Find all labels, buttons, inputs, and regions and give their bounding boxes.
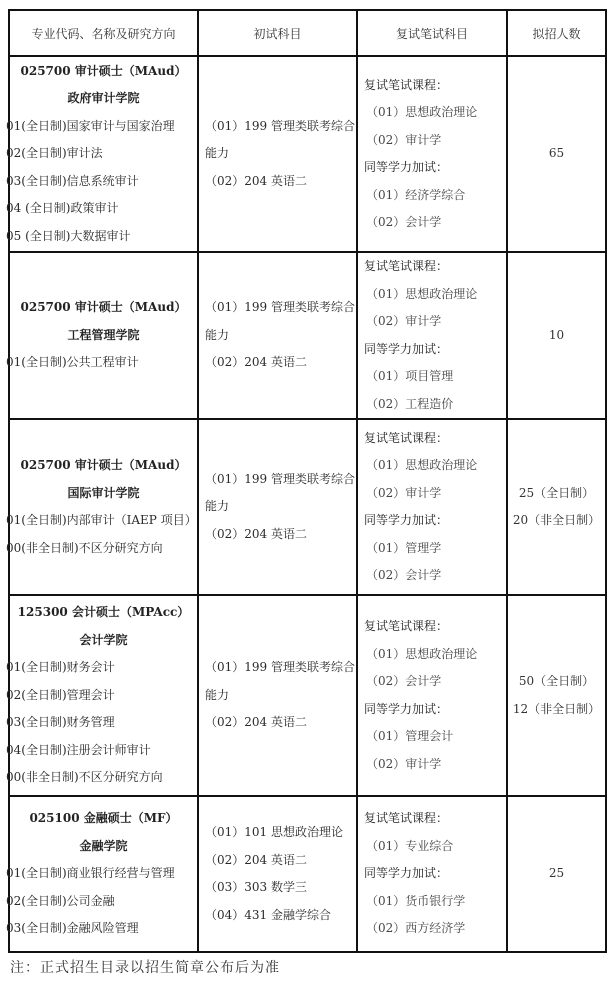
research-direction: 04(全日制)注册会计师审计: [6, 742, 151, 757]
research-direction: 01(全日制)商业银行经营与管理: [6, 866, 175, 881]
research-direction: 03(全日制)财务管理: [6, 715, 115, 730]
quota-value: 65: [548, 146, 565, 161]
retest-courses-label: 复试笔试课程：: [364, 259, 449, 273]
equivalent-exam-course: （02）工程造价: [366, 396, 454, 411]
retest-courses-label: 复试笔试课程：: [364, 430, 449, 445]
retest-course: （01）思想政治理论: [366, 646, 478, 661]
initial-exam-subject: （01）199 管理类联考综合: [205, 471, 355, 486]
initial-exam-subject: （03）303 数学三: [205, 880, 307, 894]
equivalent-exam-label: 同等学力加试：: [364, 341, 449, 356]
major-name: 025700 审计硕士（MAud）: [20, 63, 187, 78]
enrollment-catalog-table: [8, 9, 607, 953]
initial-exam-subject: （04）431 金融学综合: [205, 907, 331, 922]
research-direction: 00(非全日制)不区分研究方向: [6, 770, 163, 785]
equivalent-exam-course: （02）审计学: [366, 756, 442, 771]
initial-exam-cell: [198, 252, 357, 419]
retest-exam-cell: [357, 796, 507, 952]
equivalent-exam-label: 同等学力加试：: [364, 701, 449, 716]
header-quota: 拟招人数: [507, 10, 606, 56]
research-direction: 05 (全日制)大数据审计: [6, 228, 131, 243]
quota-cell: [507, 419, 606, 595]
quota-cell: [507, 595, 606, 796]
footnote: 注：正式招生目录以招生简章公布后为准: [10, 960, 280, 976]
header-initial-exam: 初试科目: [198, 10, 357, 56]
quota-value: 25（全日制）: [518, 485, 595, 500]
research-direction: 01(全日制)财务会计: [6, 660, 115, 675]
table-header-row: [9, 10, 606, 56]
school-name: 金融学院: [79, 838, 128, 853]
equivalent-exam-label: 同等学力加试：: [364, 513, 449, 527]
quota-value: 20（非全日制）: [512, 513, 601, 527]
retest-course: （01）思想政治理论: [366, 105, 478, 119]
initial-exam-subject: （02）204 英语二: [205, 715, 307, 730]
research-direction: 02(全日制)管理会计: [6, 687, 115, 702]
quota-value: 50（全日制）: [518, 674, 595, 688]
major-cell: [6, 419, 198, 595]
retest-course: （02）审计学: [366, 485, 442, 500]
retest-exam-cell: [357, 595, 507, 796]
major-cell: [6, 595, 198, 796]
table-row: [9, 595, 606, 796]
research-direction: 03(全日制)金融风险管理: [6, 921, 139, 936]
equivalent-exam-course: （01）管理学: [366, 540, 442, 555]
quota-value: 25: [548, 866, 565, 881]
initial-exam-subject: （02）204 英语二: [205, 173, 307, 188]
retest-exam-cell: [357, 56, 507, 252]
school-name: 政府审计学院: [67, 91, 140, 106]
equivalent-exam-course: （01）项目管理: [366, 369, 454, 383]
retest-exam-cell: [357, 252, 507, 419]
quota-cell: [507, 796, 606, 952]
initial-exam-subject: （01）101 思想政治理论: [205, 825, 343, 839]
equivalent-exam-course: （01）管理会计: [366, 729, 454, 743]
initial-exam-subject: （01）199 管理类联考综合: [205, 660, 355, 675]
equivalent-exam-course: （02）西方经济学: [366, 921, 466, 936]
table-row: [9, 796, 606, 952]
major-name: 025700 审计硕士（MAud）: [20, 300, 187, 315]
research-direction: 02(全日制)审计法: [6, 146, 103, 161]
initial-exam-subject: 能力: [205, 146, 230, 161]
school-name: 工程管理学院: [67, 327, 140, 342]
research-direction: 01(全日制)国家审计与国家治理: [6, 118, 175, 133]
initial-exam-subject: （01）199 管理类联考综合: [205, 118, 355, 133]
research-direction: 01(全日制)公共工程审计: [6, 355, 139, 370]
initial-exam-subject: （01）199 管理类联考综合: [205, 300, 355, 315]
retest-courses-label: 复试笔试课程：: [364, 77, 449, 92]
research-direction: 00(非全日制)不区分研究方向: [6, 540, 163, 555]
retest-exam-cell: [357, 419, 507, 595]
table-row: [9, 252, 606, 419]
major-cell: [6, 252, 198, 419]
research-direction: 02(全日制)公司金融: [6, 893, 115, 908]
major-cell: [6, 796, 198, 952]
research-direction: 03(全日制)信息系统审计: [6, 173, 139, 188]
research-direction: 01(全日制)内部审计（IAEP 项目）: [6, 513, 197, 527]
research-direction: 04 (全日制)政策审计: [6, 201, 119, 216]
retest-course: （01）思想政治理论: [366, 458, 478, 472]
equivalent-exam-course: （02）会计学: [366, 215, 442, 229]
initial-exam-cell: [198, 419, 357, 595]
initial-exam-cell: [198, 56, 357, 252]
major-name: 125300 会计硕士（MPAcc）: [17, 605, 190, 620]
equivalent-exam-course: （01）货币银行学: [366, 893, 466, 908]
retest-course: （02）审计学: [366, 132, 442, 147]
quota-cell: [507, 56, 606, 252]
equivalent-exam-label: 同等学力加试：: [364, 866, 449, 881]
quota-value: 12（非全日制）: [512, 701, 601, 716]
table-row: [9, 56, 606, 252]
initial-exam-subject: 能力: [205, 499, 230, 514]
equivalent-exam-label: 同等学力加试：: [364, 160, 449, 174]
initial-exam-subject: （02）204 英语二: [205, 526, 307, 541]
initial-exam-subject: （02）204 英语二: [205, 852, 307, 867]
table-row: [9, 419, 606, 595]
initial-exam-subject: 能力: [205, 687, 230, 702]
retest-course: （02）会计学: [366, 674, 442, 688]
quota-cell: [507, 252, 606, 419]
major-name: 025100 金融硕士（MF）: [29, 811, 178, 826]
initial-exam-subject: 能力: [205, 327, 230, 342]
initial-exam-cell: [198, 796, 357, 952]
retest-course: （01）思想政治理论: [366, 286, 478, 301]
retest-courses-label: 复试笔试课程：: [364, 619, 449, 633]
initial-exam-subject: （02）204 英语二: [205, 355, 307, 370]
equivalent-exam-course: （01）经济学综合: [366, 187, 466, 202]
school-name: 国际审计学院: [67, 485, 140, 500]
header-major: 专业代码、名称及研究方向: [9, 10, 198, 56]
retest-course: （02）审计学: [366, 314, 442, 328]
school-name: 会计学院: [79, 632, 128, 647]
header-retest-exam: 复试笔试科目: [357, 10, 507, 56]
equivalent-exam-course: （02）会计学: [366, 568, 442, 582]
retest-courses-label: 复试笔试课程：: [364, 811, 449, 826]
retest-course: （01）专业综合: [366, 838, 454, 853]
major-name: 025700 审计硕士（MAud）: [20, 458, 187, 472]
quota-value: 10: [548, 327, 565, 342]
major-cell: [6, 56, 198, 252]
initial-exam-cell: [198, 595, 357, 796]
